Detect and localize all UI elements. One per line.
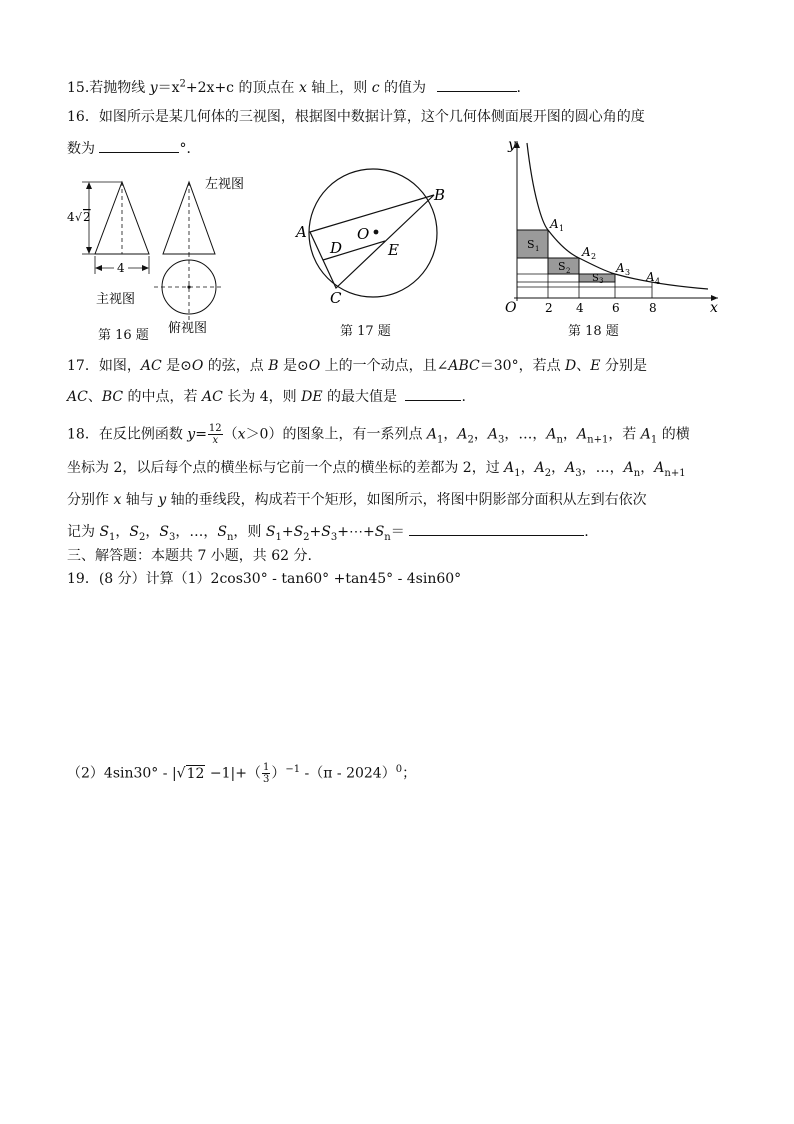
label-S1: S <box>527 238 535 251</box>
label-S2: S <box>558 260 566 273</box>
svg-text:2: 2 <box>566 267 571 275</box>
question-18-line-3: 分别作 x 轴与 y 轴的垂线段，构成若干个矩形，如图所示，将图中阴影部分面积从左到右依次 <box>67 492 647 508</box>
figure-17-circle <box>288 160 460 320</box>
svg-text:8: 8 <box>649 301 657 315</box>
question-16-line-1: 16．如图所示是某几何体的三视图，根据图中数据计算，这个几何体侧面展开图的圆心角的度 <box>67 109 645 125</box>
svg-text:2: 2 <box>545 301 553 315</box>
question-19-part-2: （2）4sin30° ‐ |√12 −1|+（ $\frac{1}{3}$ ）$^{-1}$ ‐（π ‐ 2024）$^0$； <box>67 762 417 785</box>
question-19-part-1: 19．(8 分）计算（1）2cos30° ‐ tan60° +tan45° ‐ 4sin60° <box>67 571 462 587</box>
question-18-line-4: 记为 $S_1$，$S_2$，$S_3$，…，$S_n$，则 $S_1+S_2+S_3+\cdots+S_n=$ . <box>67 521 589 542</box>
question-16-line-2: 数为 °． <box>67 138 200 159</box>
label-S3: S <box>592 273 599 284</box>
top-view-label: 俯视图 <box>168 321 208 336</box>
svg-text:2: 2 <box>83 210 91 224</box>
question-18-line-1: 18．在反比例函数 y= $\frac{12}{x}$ （x＞0）的图象上，有一系列点 $A_1$，$A_2$，$A_3$，…，$A_n$，$A_{n+1}$，若 $A_1$ 的横 <box>67 423 690 446</box>
answer-blank-18[interactable] <box>409 521 584 536</box>
circle-O <box>309 169 437 297</box>
label-E: E <box>388 241 399 259</box>
svg-text:4: 4 <box>655 277 661 286</box>
x-axis-label: x <box>710 300 718 315</box>
answer-blank-15[interactable] <box>437 77 517 92</box>
figure-16-three-views <box>62 170 252 340</box>
height-label: 4 <box>67 210 75 224</box>
svg-text:6: 6 <box>612 301 620 315</box>
svg-text:3: 3 <box>625 268 631 277</box>
figure-16-caption: 第 16 题 <box>98 328 149 343</box>
question-17-line-2: AC、BC 的中点，若 AC 长为 4，则 DE 的最大值是 . <box>67 386 466 407</box>
label-A1: A <box>550 217 559 231</box>
label-C: C <box>330 289 342 307</box>
label-A3: A <box>616 261 625 275</box>
main-view-label: 主视图 <box>96 292 136 307</box>
left-view-label: 左视图 <box>205 177 245 192</box>
answer-blank-16[interactable] <box>99 138 179 153</box>
label-A2: A <box>582 245 591 259</box>
figure-18-caption: 第 18 题 <box>568 324 619 339</box>
svg-text:1: 1 <box>559 224 565 233</box>
svg-text:1: 1 <box>535 245 540 253</box>
figure-18-graph <box>500 135 725 315</box>
svg-text:4: 4 <box>576 301 584 315</box>
label-O: O <box>357 225 370 243</box>
fraction-one-third: $\frac{1}{3}$ <box>262 762 270 785</box>
label-A4: A <box>646 270 655 284</box>
fraction-12-over-x: $\frac{12}{x}$ <box>208 423 222 446</box>
answer-blank-17[interactable] <box>405 386 461 401</box>
figure-17-caption: 第 17 题 <box>340 324 391 339</box>
label-D: D <box>330 239 343 257</box>
svg-text:2: 2 <box>591 252 597 261</box>
origin-label: O <box>505 300 517 315</box>
svg-text:3: 3 <box>599 277 604 285</box>
section-3-heading: 三、解答题：本题共 7 小题，共 62 分. <box>67 548 312 564</box>
label-A: A <box>296 223 307 241</box>
label-B: B <box>434 186 446 204</box>
question-17-line-1: 17．如图，AC 是⊙O 的弦，点 B 是⊙O 上的一个动点，且∠ABC＝30°，若点 D、E 分别是 <box>67 358 647 374</box>
svg-text:√: √ <box>75 211 83 224</box>
question-15: 15.若抛物线 $y=x^2+2x+c$ 的顶点在 x 轴上，则 c 的值为 . <box>67 78 521 96</box>
y-axis-label: y <box>508 137 516 153</box>
width-label: 4 <box>117 261 125 275</box>
question-18-line-2: 坐标为 2，以后每个点的横坐标与它前一个点的横坐标的差都为 2，过 $A_1$，$A_2$，$A_3$，…，$A_n$，$A_{n+1}$ <box>67 460 686 479</box>
